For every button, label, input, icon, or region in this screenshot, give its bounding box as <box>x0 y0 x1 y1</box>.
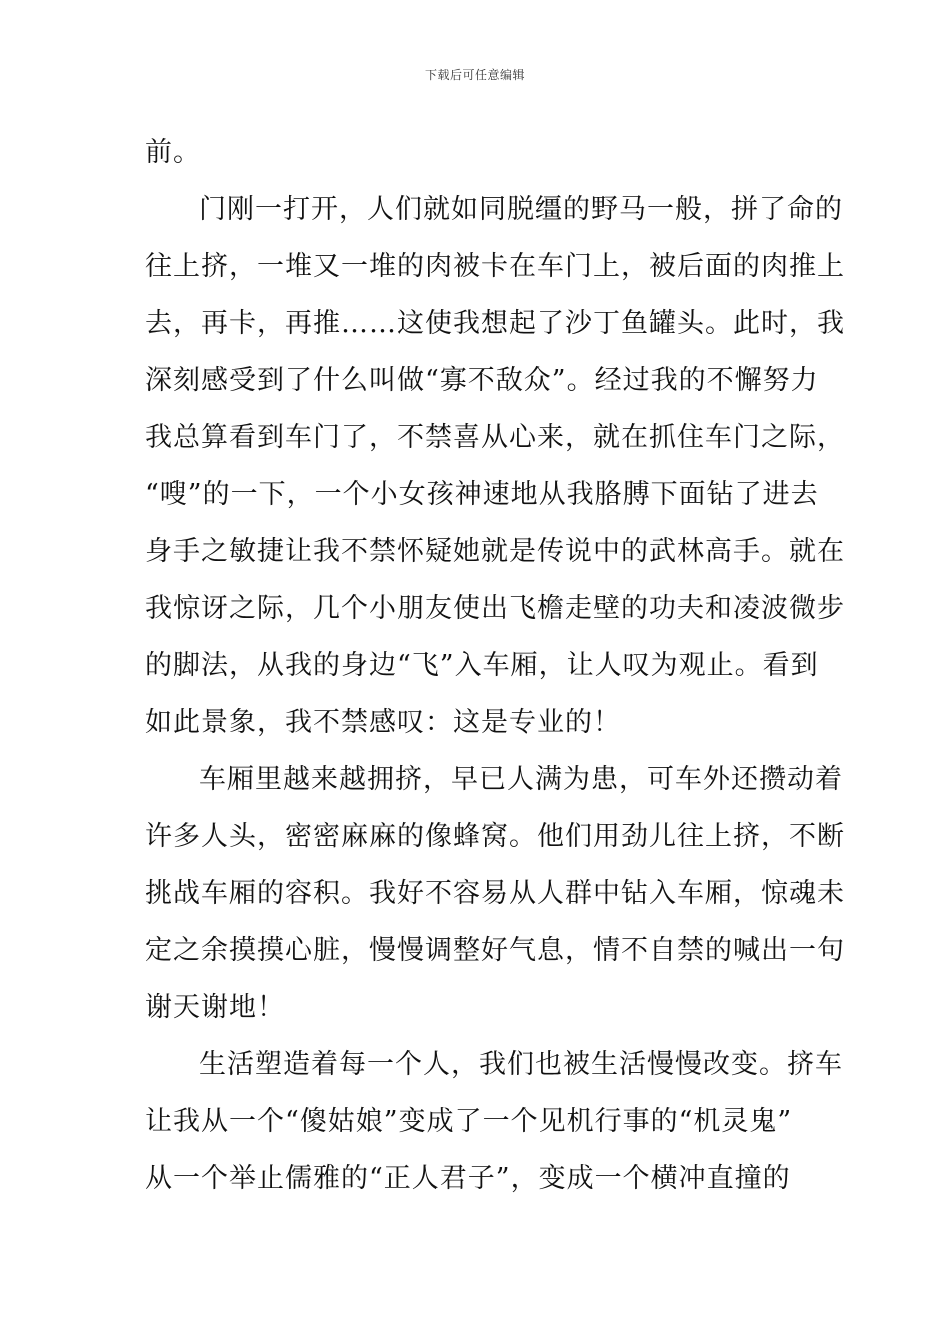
text-line: 前。 <box>145 137 201 168</box>
text-line: 我惊讶之际，几个小朋友使出飞檐走壁的功夫和凌波微步 <box>145 593 845 624</box>
text-line: 谢天谢地！ <box>145 992 285 1023</box>
text-line: 让我从一个“傻姑娘”变成了一个见机行事的“机灵鬼” <box>145 1106 793 1137</box>
text-line: 深刻感受到了什么叫做“寡不敌众”。经过我的不懈努力 <box>145 365 819 396</box>
text-line: 从一个举止儒雅的“正人君子”，变成一个横冲直撞的 <box>145 1163 791 1194</box>
paragraph-first-line: 门刚一打开，人们就如同脱缰的野马一般，拼了命的 <box>199 194 843 225</box>
text-line: 的脚法，从我的身边“飞”入车厢，让人叹为观止。看到 <box>145 650 819 681</box>
text-line: 我总算看到车门了，不禁喜从心来，就在抓住车门之际， <box>145 422 845 453</box>
text-line: 挑战车厢的容积。我好不容易从人群中钻入车厢，惊魂未 <box>145 878 845 909</box>
text-line: 身手之敏捷让我不禁怀疑她就是传说中的武林高手。就在 <box>145 536 845 567</box>
page-header: 下载后可任意编辑 <box>424 68 525 82</box>
paragraph-first-line: 车厢里越来越拥挤，早已人满为患，可车外还攒动着 <box>199 764 843 795</box>
text-line: 往上挤，一堆又一堆的肉被卡在车门上，被后面的肉推上 <box>145 251 845 282</box>
text-line: 如此景象，我不禁感叹：这是专业的！ <box>145 707 621 738</box>
text-line: 许多人头，密密麻麻的像蜂窝。他们用劲儿往上挤，不断 <box>145 821 845 852</box>
paragraph-first-line: 生活塑造着每一个人，我们也被生活慢慢改变。挤车 <box>199 1049 843 1080</box>
text-line: 去，再卡，再推……这使我想起了沙丁鱼罐头。此时，我 <box>145 308 845 339</box>
text-line: “嗖”的一下，一个小女孩神速地从我胳膊下面钻了进去 <box>145 479 819 510</box>
text-line: 定之余摸摸心脏，慢慢调整好气息，情不自禁的喊出一句 <box>145 935 845 966</box>
